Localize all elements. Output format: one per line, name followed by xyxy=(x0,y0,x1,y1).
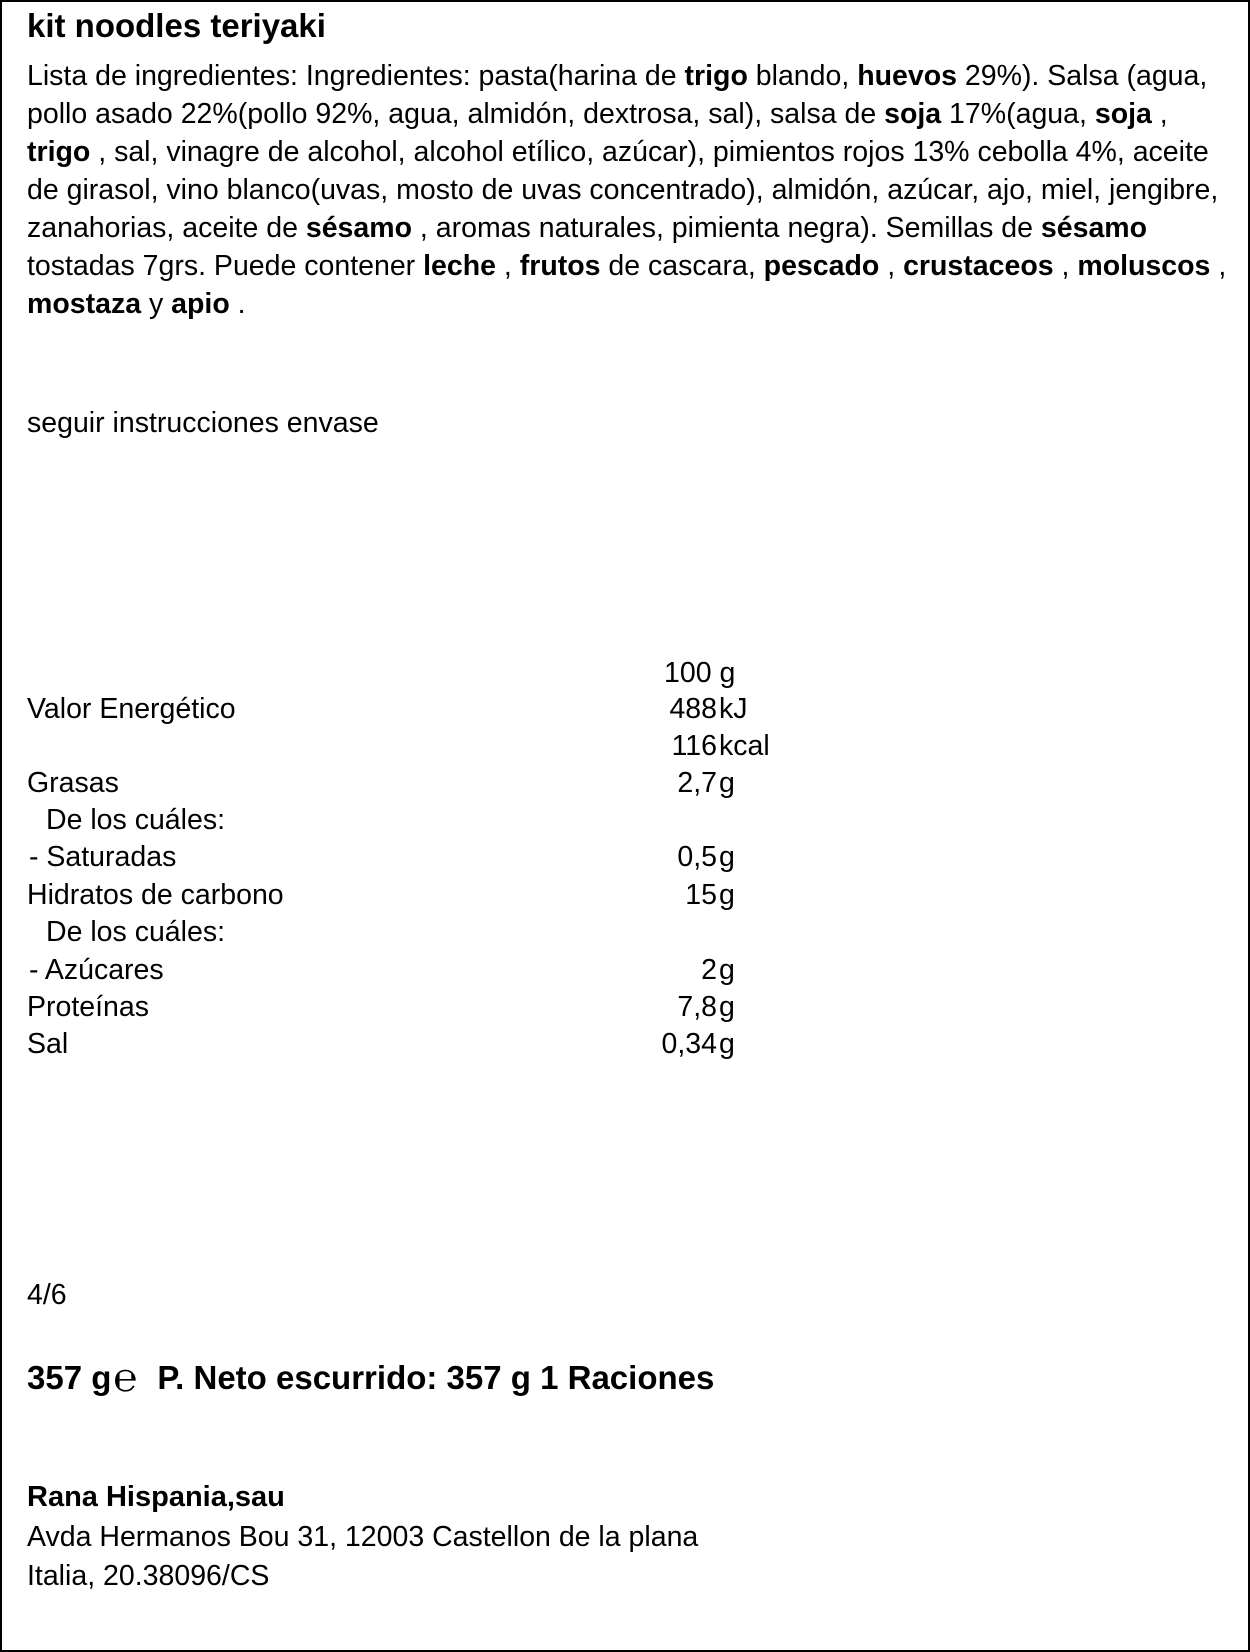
ingredient-text: 29%). Salsa (agua, pollo asado 22%(pollo 92%, agua, almidón, dextrosa, sal), salsa de xyxy=(27,60,1208,130)
net-weight-line xyxy=(27,1355,715,1401)
nutrition-per-header: 100 g xyxy=(664,657,736,689)
ingredient-text: , sal, vinagre de alcohol, alcohol etílico, azúcar), pimientos rojos 13% cebolla 4%, aceite de girasol, vino blanco(uvas, mosto de uvas concentrado), almidón, azúcar, ajo, miel, jengibre, zanahorias, aceite de xyxy=(27,136,1219,244)
allergen-text: soja xyxy=(1094,98,1152,130)
ingredient-text: blando, xyxy=(747,60,858,92)
allergen-text: leche xyxy=(423,250,496,282)
ingredient-text: , aromas naturales, pimienta negra). Semillas de xyxy=(412,212,1041,244)
carbs-value: 15 xyxy=(685,879,717,911)
carbs-of-which-label: De los cuáles: xyxy=(46,916,226,948)
saturates-label: - Saturadas xyxy=(29,841,177,873)
fat-unit: g xyxy=(719,767,735,799)
servings-text: 4/6 xyxy=(27,1279,67,1311)
salt-label: Sal xyxy=(27,1028,69,1060)
energy-kcal-unit: kcal xyxy=(719,730,770,762)
allergen-text: huevos xyxy=(857,60,957,92)
ingredient-text: , xyxy=(495,250,520,282)
net-weight: 357 g xyxy=(27,1359,112,1396)
allergen-text: soja xyxy=(884,98,942,130)
sugars-value: 2 xyxy=(701,954,717,986)
energy-kj-value: 488 xyxy=(669,693,717,725)
estimated-sign-icon: ℮ xyxy=(113,1355,138,1401)
allergen-text: mostaza xyxy=(27,288,142,320)
allergen-text: crustaceos xyxy=(903,250,1054,282)
fat-value: 2,7 xyxy=(677,767,717,799)
ingredients-list xyxy=(27,57,1232,323)
allergen-text: pescado xyxy=(763,250,880,282)
protein-value: 7,8 xyxy=(677,991,717,1023)
carbs-label: Hidratos de carbono xyxy=(27,879,284,911)
energy-label: Valor Energético xyxy=(27,693,236,725)
energy-kj-unit: kJ xyxy=(719,693,748,725)
carbs-unit: g xyxy=(719,879,735,911)
ingredient-text: , xyxy=(879,250,904,282)
protein-label: Proteínas xyxy=(27,991,149,1023)
protein-unit: g xyxy=(719,991,735,1023)
salt-unit: g xyxy=(719,1028,735,1060)
allergen-text: trigo xyxy=(684,60,748,92)
saturates-value: 0,5 xyxy=(677,841,717,873)
allergen-text: moluscos xyxy=(1077,250,1211,282)
ingredient-text: de cascara, xyxy=(600,250,764,282)
fat-label: Grasas xyxy=(27,767,119,799)
ingredient-text: , xyxy=(1151,98,1168,130)
saturates-unit: g xyxy=(719,841,735,873)
product-title: kit noodles teriyaki xyxy=(27,7,326,44)
fat-of-which-label: De los cuáles: xyxy=(46,804,226,836)
ingredient-text: tostadas 7grs. Puede contener xyxy=(27,250,424,282)
sugars-unit: g xyxy=(719,954,735,986)
energy-kcal-value: 116 xyxy=(671,730,717,762)
allergen-text: frutos xyxy=(519,250,601,282)
ingredient-text: Lista de ingredientes: Ingredientes: pasta(harina de xyxy=(27,60,685,92)
company-name: Rana Hispania,sau xyxy=(27,1481,285,1513)
ingredient-text: y xyxy=(141,288,172,320)
company-address-line-1: Avda Hermanos Bou 31, 12003 Castellon de la plana xyxy=(27,1521,699,1553)
drained-weight-text: P. Neto escurrido: 357 g 1 Raciones xyxy=(157,1359,715,1396)
allergen-text: sésamo xyxy=(1040,212,1148,244)
salt-value: 0,34 xyxy=(661,1028,717,1060)
allergen-text: sésamo xyxy=(305,212,413,244)
company-address-line-2: Italia, 20.38096/CS xyxy=(27,1560,270,1592)
allergen-text: apio xyxy=(171,288,230,320)
ingredient-text: , xyxy=(1210,250,1227,282)
preparation-instructions: seguir instrucciones envase xyxy=(27,407,379,439)
ingredient-text: , xyxy=(1053,250,1078,282)
sugars-label: - Azúcares xyxy=(29,954,164,986)
allergen-text: trigo xyxy=(27,136,91,168)
ingredient-text: . xyxy=(229,288,246,320)
ingredient-text: 17%(agua, xyxy=(941,98,1095,130)
